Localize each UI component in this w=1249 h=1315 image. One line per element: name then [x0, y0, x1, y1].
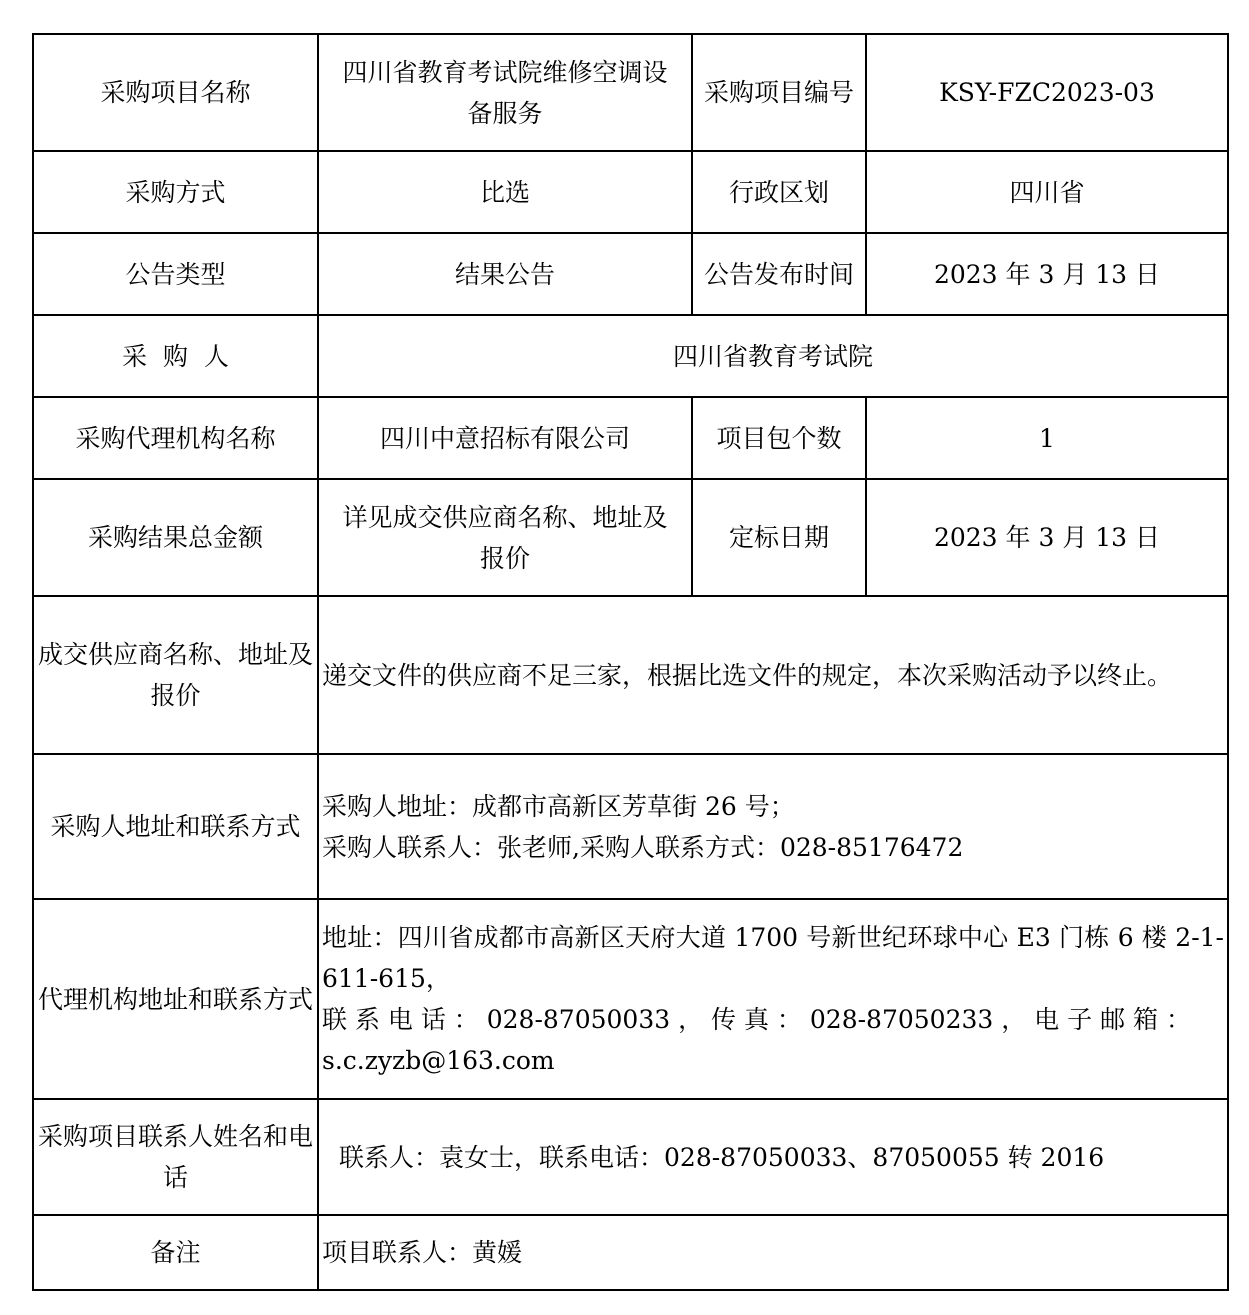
region-value: 四川省 — [866, 151, 1228, 233]
purchaser-label-text: 采 购 人 — [122, 341, 229, 371]
publish-time-label: 公告发布时间 — [692, 233, 866, 315]
purchaser-contact-label: 采购人地址和联系方式 — [33, 754, 318, 899]
row-agency-contact — [33, 899, 1228, 1099]
project-name-label: 采购项目名称 — [33, 34, 318, 151]
row-supplier — [33, 596, 1228, 754]
project-contact-label: 采购项目联系人姓名和电话 — [33, 1099, 318, 1215]
row-purchaser — [33, 315, 1228, 397]
procurement-result-table — [32, 33, 1229, 1291]
agency-phone-fax-email: 联 系 电 话 ： 028-87050033 ， 传 真 ： 028-87050233 ， 电 子 邮 箱 ： — [322, 1005, 1191, 1034]
project-name-value: 四川省教育考试院维修空调设备服务 — [318, 34, 692, 151]
row-agency — [33, 397, 1228, 479]
purchaser-label — [33, 315, 318, 397]
purchaser-phone: 采购人联系人：张老师,采购人联系方式：028-85176472 — [322, 832, 964, 862]
row-purchaser-contact — [33, 754, 1228, 899]
region-label: 行政区划 — [692, 151, 866, 233]
agency-label: 采购代理机构名称 — [33, 397, 318, 479]
supplier-label: 成交供应商名称、地址及报价 — [33, 596, 318, 754]
publish-time-value: 2023 年 3 月 13 日 — [866, 233, 1228, 315]
supplier-value: 递交文件的供应商不足三家，根据比选文件的规定，本次采购活动予以终止。 — [318, 596, 1228, 754]
row-notice-type — [33, 233, 1228, 315]
agency-contact-label: 代理机构地址和联系方式 — [33, 899, 318, 1099]
method-label: 采购方式 — [33, 151, 318, 233]
total-amount-value: 详见成交供应商名称、地址及报价 — [318, 479, 692, 596]
notice-type-value: 结果公告 — [318, 233, 692, 315]
agency-value: 四川中意招标有限公司 — [318, 397, 692, 479]
award-date-label: 定标日期 — [692, 479, 866, 596]
agency-contact-value — [318, 899, 1228, 1099]
remark-value: 项目联系人：黄媛 — [318, 1215, 1228, 1290]
remark-label: 备注 — [33, 1215, 318, 1290]
method-value: 比选 — [318, 151, 692, 233]
purchaser-address: 采购人地址：成都市高新区芳草街 26 号； — [322, 791, 795, 821]
purchaser-contact-value — [318, 754, 1228, 899]
package-count-value: 1 — [866, 397, 1228, 479]
row-remark — [33, 1215, 1228, 1290]
project-number-value: KSY-FZC2023-03 — [866, 34, 1228, 151]
award-date-value: 2023 年 3 月 13 日 — [866, 479, 1228, 596]
package-count-label: 项目包个数 — [692, 397, 866, 479]
project-contact-value: 联系人：袁女士，联系电话：028-87050033、87050055 转 2016 — [318, 1099, 1228, 1215]
total-amount-label: 采购结果总金额 — [33, 479, 318, 596]
purchaser-value: 四川省教育考试院 — [318, 315, 1228, 397]
row-method — [33, 151, 1228, 233]
row-project-name — [33, 34, 1228, 151]
agency-address: 地址：四川省成都市高新区天府大道 1700 号新世纪环球中心 E3 门栋 6 楼 2-1-611-615， — [322, 923, 1224, 993]
agency-email: s.c.zyzb@163.com — [322, 1046, 555, 1075]
row-total — [33, 479, 1228, 596]
row-project-contact — [33, 1099, 1228, 1215]
project-number-label: 采购项目编号 — [692, 34, 866, 151]
notice-type-label: 公告类型 — [33, 233, 318, 315]
